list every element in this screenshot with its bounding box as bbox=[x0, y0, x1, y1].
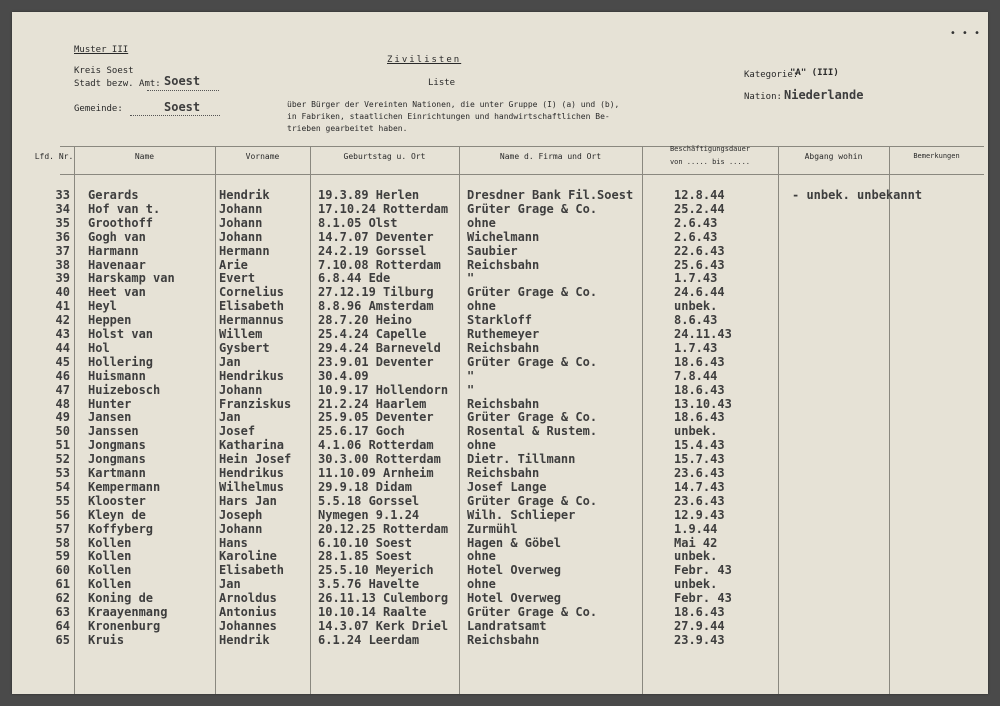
row-firma: Reichsbahn bbox=[467, 632, 540, 647]
row-name: Jongmans bbox=[88, 452, 146, 467]
row-firma: Landratsamt bbox=[467, 618, 547, 633]
row-firma: Ruthemeyer bbox=[467, 327, 540, 341]
row-geburt: 3.5.76 Havelte bbox=[318, 577, 420, 592]
row-firma: Grüter Grage & Co. bbox=[467, 493, 598, 508]
row-vorname: Jan bbox=[219, 354, 241, 369]
kategorie-value: "A" (III) bbox=[790, 68, 839, 78]
table-row bbox=[12, 452, 988, 466]
table-row bbox=[12, 633, 988, 647]
row-name: Hol bbox=[88, 340, 110, 355]
row-geburt: 14.3.07 Kerk Driel bbox=[318, 618, 449, 633]
row-geburt: 29.9.18 Didam bbox=[318, 479, 412, 494]
row-vorname: Johann bbox=[219, 521, 263, 536]
row-name: Jongmans bbox=[88, 438, 146, 453]
row-dauer: 23.6.43 bbox=[674, 493, 725, 508]
table-row bbox=[12, 397, 988, 411]
row-geburt: 28.1.85 Soest bbox=[318, 549, 412, 564]
row-number: 34 bbox=[55, 201, 70, 216]
column-header-vorname: Vorname bbox=[245, 152, 280, 161]
row-vorname: Wilhelmus bbox=[219, 479, 285, 494]
row-geburt: 25.6.17 Goch bbox=[318, 424, 405, 439]
document-title: Zivilisten bbox=[387, 55, 462, 65]
row-number: 46 bbox=[55, 368, 70, 383]
stadt-dotline bbox=[147, 90, 219, 91]
row-geburt: 10.9.17 Hollendorn bbox=[318, 382, 449, 397]
stadt-value: Soest bbox=[164, 74, 201, 88]
row-name: Kollen bbox=[88, 549, 132, 564]
row-name: Huizebosch bbox=[88, 382, 161, 397]
row-number: 45 bbox=[55, 354, 70, 369]
row-number: 36 bbox=[55, 229, 70, 244]
table-row bbox=[12, 188, 988, 202]
row-dauer: 27.9.44 bbox=[674, 618, 725, 633]
table-row bbox=[12, 341, 988, 355]
description-line-1: über Bürger der Vereinten Nationen, die unter Gruppe (I) (a) und (b), bbox=[287, 100, 620, 109]
row-dauer: 1.7.43 bbox=[674, 271, 718, 286]
row-number: 48 bbox=[55, 396, 70, 411]
table-row bbox=[12, 230, 988, 244]
row-geburt: 25.4.24 Capelle bbox=[318, 327, 427, 341]
row-vorname: Johann bbox=[219, 229, 263, 244]
row-number: 58 bbox=[55, 535, 70, 550]
row-name: Hunter bbox=[88, 396, 132, 411]
row-dauer: 25.6.43 bbox=[674, 257, 725, 272]
row-dauer: 15.7.43 bbox=[674, 452, 725, 467]
row-number: 39 bbox=[55, 271, 70, 286]
row-geburt: 8.8.96 Amsterdam bbox=[318, 299, 434, 314]
table-row bbox=[12, 494, 988, 508]
row-vorname: Katharina bbox=[219, 438, 285, 453]
row-vorname: Hars Jan bbox=[219, 493, 277, 508]
table-row bbox=[12, 258, 988, 272]
row-number: 64 bbox=[55, 618, 70, 633]
row-dauer: 18.6.43 bbox=[674, 382, 725, 397]
table-row bbox=[12, 563, 988, 577]
row-firma: Rosental & Rustem. bbox=[467, 424, 598, 439]
table-row bbox=[12, 591, 988, 605]
row-firma: Dietr. Tillmann bbox=[467, 452, 576, 467]
row-vorname: Johannes bbox=[219, 618, 277, 633]
row-firma: ohne bbox=[467, 549, 496, 564]
row-name: Koning de bbox=[88, 591, 154, 606]
column-header-abgang: Abgang wohin bbox=[804, 152, 863, 161]
column-header-name: Name bbox=[134, 152, 155, 161]
row-geburt: 29.4.24 Barneveld bbox=[318, 340, 441, 355]
description-line-2: in Fabriken, staatlichen Einrichtungen und handwirtschaftlichen Be- bbox=[287, 112, 610, 121]
row-name: Huismann bbox=[88, 368, 146, 383]
row-dauer: 24.6.44 bbox=[674, 285, 725, 300]
row-vorname: Hendrik bbox=[219, 632, 270, 647]
row-geburt: 11.10.09 Arnheim bbox=[318, 466, 434, 480]
row-number: 42 bbox=[55, 313, 70, 328]
row-number: 56 bbox=[55, 507, 70, 522]
row-geburt: 20.12.25 Rotterdam bbox=[318, 521, 449, 536]
row-number: 40 bbox=[55, 285, 70, 300]
row-vorname: Hendrik bbox=[219, 188, 270, 202]
table-row bbox=[12, 383, 988, 397]
row-dauer: 13.10.43 bbox=[674, 396, 732, 411]
row-number: 55 bbox=[55, 493, 70, 508]
gemeinde-value: Soest bbox=[164, 100, 201, 114]
row-vorname: Arie bbox=[219, 257, 248, 272]
row-firma: ohne bbox=[467, 577, 496, 592]
row-dauer: 18.6.43 bbox=[674, 605, 725, 619]
row-firma: Wichelmann bbox=[467, 229, 540, 244]
row-number: 38 bbox=[55, 257, 70, 272]
row-geburt: 25.5.10 Meyerich bbox=[318, 563, 434, 578]
row-number: 53 bbox=[55, 466, 70, 480]
row-firma: Hotel Overweg bbox=[467, 563, 561, 578]
row-number: 43 bbox=[55, 327, 70, 341]
row-name: Kraayenmang bbox=[88, 605, 168, 619]
column-header-nr: Lfd. Nr. bbox=[34, 152, 74, 161]
row-name: Koffyberg bbox=[88, 521, 154, 536]
row-name: Klooster bbox=[88, 493, 146, 508]
row-firma: " bbox=[467, 382, 475, 397]
row-number: 54 bbox=[55, 479, 70, 494]
row-geburt: 23.9.01 Deventer bbox=[318, 354, 434, 369]
row-vorname: Hermann bbox=[219, 243, 270, 258]
table-top-rule bbox=[60, 146, 984, 147]
row-geburt: 17.10.24 Rotterdam bbox=[318, 201, 449, 216]
row-firma: Starkloff bbox=[467, 313, 533, 328]
row-dauer: 23.6.43 bbox=[674, 466, 725, 480]
row-dauer: 8.6.43 bbox=[674, 313, 718, 328]
table-row bbox=[12, 410, 988, 424]
column-header-dauer: Beschäftigungsdauer bbox=[669, 145, 751, 153]
row-dauer: 7.8.44 bbox=[674, 368, 718, 383]
row-vorname: Karoline bbox=[219, 549, 277, 564]
table-row bbox=[12, 508, 988, 522]
row-firma: " bbox=[467, 368, 475, 383]
row-name: Kollen bbox=[88, 535, 132, 550]
row-dauer: 2.6.43 bbox=[674, 215, 718, 230]
row-name: Kollen bbox=[88, 577, 132, 592]
row-number: 59 bbox=[55, 549, 70, 564]
row-geburt: 10.10.14 Raalte bbox=[318, 605, 427, 619]
table-row bbox=[12, 536, 988, 550]
row-dauer: 1.9.44 bbox=[674, 521, 718, 536]
row-name: Kronenburg bbox=[88, 618, 161, 633]
row-firma: Dresdner Bank Fil.Soest bbox=[467, 188, 634, 202]
row-firma: Saubier bbox=[467, 243, 518, 258]
kategorie-label: Kategorie: bbox=[744, 70, 799, 80]
row-name: Kruis bbox=[88, 632, 125, 647]
row-name: Harskamp van bbox=[88, 271, 175, 286]
row-dauer: 18.6.43 bbox=[674, 410, 725, 425]
row-firma: Grüter Grage & Co. bbox=[467, 605, 598, 619]
gemeinde-dotline bbox=[130, 115, 220, 116]
row-abgang: - unbek. unbekannt bbox=[792, 188, 923, 202]
row-number: 49 bbox=[55, 410, 70, 425]
row-name: Hof van t. bbox=[88, 201, 161, 216]
row-firma: Reichsbahn bbox=[467, 257, 540, 272]
row-number: 63 bbox=[55, 605, 70, 619]
row-dauer: 15.4.43 bbox=[674, 438, 725, 453]
row-geburt: 6.8.44 Ede bbox=[318, 271, 391, 286]
row-number: 57 bbox=[55, 521, 70, 536]
row-vorname: Franziskus bbox=[219, 396, 292, 411]
row-name: Jansen bbox=[88, 410, 132, 425]
row-dauer: 18.6.43 bbox=[674, 354, 725, 369]
table-row bbox=[12, 369, 988, 383]
table-row bbox=[12, 438, 988, 452]
row-firma: ohne bbox=[467, 215, 496, 230]
row-firma: Hagen & Göbel bbox=[467, 535, 561, 550]
nation-label: Nation: bbox=[744, 92, 782, 102]
row-vorname: Jan bbox=[219, 577, 241, 592]
row-number: 50 bbox=[55, 424, 70, 439]
row-geburt: 8.1.05 Olst bbox=[318, 215, 398, 230]
row-vorname: Hendrikus bbox=[219, 368, 285, 383]
row-vorname: Cornelius bbox=[219, 285, 285, 300]
row-number: 41 bbox=[55, 299, 70, 314]
table-row bbox=[12, 424, 988, 438]
row-vorname: Elisabeth bbox=[219, 299, 285, 314]
table-row bbox=[12, 466, 988, 480]
column-header-firma: Name d. Firma und Ort bbox=[499, 152, 602, 161]
row-dauer: 24.11.43 bbox=[674, 327, 732, 341]
row-dauer: 12.9.43 bbox=[674, 507, 725, 522]
table-row bbox=[12, 355, 988, 369]
document-subtitle: Liste bbox=[428, 78, 456, 88]
row-vorname: Elisabeth bbox=[219, 563, 285, 578]
row-geburt: 30.3.00 Rotterdam bbox=[318, 452, 441, 467]
row-vorname: Jan bbox=[219, 410, 241, 425]
row-name: Heyl bbox=[88, 299, 117, 314]
row-dauer: 14.7.43 bbox=[674, 479, 725, 494]
row-geburt: 26.11.13 Culemborg bbox=[318, 591, 449, 606]
row-dauer: 23.9.43 bbox=[674, 632, 725, 647]
row-geburt: 5.5.18 Gorssel bbox=[318, 493, 420, 508]
table-header-rule bbox=[60, 174, 984, 175]
row-firma: ohne bbox=[467, 299, 496, 314]
row-dauer: unbek. bbox=[674, 299, 718, 314]
row-number: 51 bbox=[55, 438, 70, 453]
row-dauer: Febr. 43 bbox=[674, 563, 732, 578]
row-name: Gerards bbox=[88, 188, 139, 202]
table-row bbox=[12, 271, 988, 285]
row-vorname: Josef bbox=[219, 424, 256, 439]
row-vorname: Johann bbox=[219, 382, 263, 397]
row-dauer: Febr. 43 bbox=[674, 591, 732, 606]
row-number: 47 bbox=[55, 382, 70, 397]
kreis-label: Kreis Soest bbox=[74, 66, 134, 76]
table-row bbox=[12, 327, 988, 341]
row-vorname: Hendrikus bbox=[219, 466, 285, 480]
row-geburt: 6.10.10 Soest bbox=[318, 535, 412, 550]
row-geburt: 28.7.20 Heino bbox=[318, 313, 412, 328]
row-geburt: 30.4.09 bbox=[318, 368, 369, 383]
table-row bbox=[12, 313, 988, 327]
row-vorname: Johann bbox=[219, 215, 263, 230]
row-name: Hollering bbox=[88, 354, 154, 369]
description-line-3: trieben gearbeitet haben. bbox=[287, 124, 408, 133]
row-number: 44 bbox=[55, 340, 70, 355]
row-dauer: 25.2.44 bbox=[674, 201, 725, 216]
row-geburt: 4.1.06 Rotterdam bbox=[318, 438, 434, 453]
row-vorname: Hans bbox=[219, 535, 248, 550]
row-firma: Grüter Grage & Co. bbox=[467, 354, 598, 369]
row-dauer: 22.6.43 bbox=[674, 243, 725, 258]
row-name: Kleyn de bbox=[88, 507, 146, 522]
row-vorname: Arnoldus bbox=[219, 591, 277, 606]
row-name: Kempermann bbox=[88, 479, 161, 494]
gemeinde-label: Gemeinde: bbox=[74, 104, 123, 114]
row-dauer: 12.8.44 bbox=[674, 188, 725, 202]
row-number: 62 bbox=[55, 591, 70, 606]
column-header-geburt: Geburtstag u. Ort bbox=[343, 152, 426, 161]
table-row bbox=[12, 285, 988, 299]
row-firma: Reichsbahn bbox=[467, 396, 540, 411]
row-number: 52 bbox=[55, 452, 70, 467]
column-header-dauer-range: von ..... bis ..... bbox=[669, 158, 751, 166]
row-geburt: 14.7.07 Deventer bbox=[318, 229, 434, 244]
row-dauer: unbek. bbox=[674, 424, 718, 439]
row-vorname: Gysbert bbox=[219, 340, 270, 355]
row-geburt: 24.2.19 Gorssel bbox=[318, 243, 427, 258]
table-row bbox=[12, 202, 988, 216]
row-geburt: 25.9.05 Deventer bbox=[318, 410, 434, 425]
table-row bbox=[12, 577, 988, 591]
row-number: 61 bbox=[55, 577, 70, 592]
row-firma: Grüter Grage & Co. bbox=[467, 201, 598, 216]
form-number: Muster III bbox=[74, 45, 129, 55]
row-name: Groothoff bbox=[88, 215, 154, 230]
table-row bbox=[12, 216, 988, 230]
row-number: 60 bbox=[55, 563, 70, 578]
corner-mark: • • • bbox=[949, 28, 980, 39]
row-vorname: Joseph bbox=[219, 507, 263, 522]
column-header-bemerkungen: Bemerkungen bbox=[913, 152, 960, 160]
row-vorname: Hermannus bbox=[219, 313, 285, 328]
row-number: 35 bbox=[55, 215, 70, 230]
table-row bbox=[12, 480, 988, 494]
row-firma: Grüter Grage & Co. bbox=[467, 285, 598, 300]
row-firma: " bbox=[467, 271, 475, 286]
table-row bbox=[12, 605, 988, 619]
row-geburt: 6.1.24 Leerdam bbox=[318, 632, 420, 647]
row-firma: Reichsbahn bbox=[467, 340, 540, 355]
row-firma: Josef Lange bbox=[467, 479, 547, 494]
row-firma: Zurmühl bbox=[467, 521, 518, 536]
row-geburt: 27.12.19 Tilburg bbox=[318, 285, 434, 300]
table-row bbox=[12, 522, 988, 536]
row-geburt: 21.2.24 Haarlem bbox=[318, 396, 427, 411]
row-number: 33 bbox=[55, 188, 70, 202]
row-number: 37 bbox=[55, 243, 70, 258]
row-firma: Wilh. Schlieper bbox=[467, 507, 576, 522]
table-row bbox=[12, 299, 988, 313]
row-vorname: Antonius bbox=[219, 605, 277, 619]
row-dauer: 2.6.43 bbox=[674, 229, 718, 244]
row-firma: Reichsbahn bbox=[467, 466, 540, 480]
row-name: Holst van bbox=[88, 327, 154, 341]
row-name: Gogh van bbox=[88, 229, 146, 244]
row-name: Harmann bbox=[88, 243, 139, 258]
stadt-label: Stadt bezw. Amt: bbox=[74, 79, 161, 89]
row-dauer: Mai 42 bbox=[674, 535, 718, 550]
row-geburt: Nymegen 9.1.24 bbox=[318, 507, 420, 522]
row-vorname: Willem bbox=[219, 327, 263, 341]
row-name: Kartmann bbox=[88, 466, 146, 480]
row-dauer: unbek. bbox=[674, 577, 718, 592]
row-dauer: 1.7.43 bbox=[674, 340, 718, 355]
row-geburt: 19.3.89 Herlen bbox=[318, 188, 420, 202]
nation-value: Niederlande bbox=[784, 88, 864, 102]
row-name: Janssen bbox=[88, 424, 139, 439]
row-name: Kollen bbox=[88, 563, 132, 578]
row-vorname: Johann bbox=[219, 201, 263, 216]
row-firma: Grüter Grage & Co. bbox=[467, 410, 598, 425]
row-name: Havenaar bbox=[88, 257, 146, 272]
table-row bbox=[12, 619, 988, 633]
row-number: 65 bbox=[55, 632, 70, 647]
row-firma: Hotel Overweg bbox=[467, 591, 561, 606]
row-vorname: Hein Josef bbox=[219, 452, 292, 467]
row-name: Heppen bbox=[88, 313, 132, 328]
document-sheet bbox=[12, 12, 988, 694]
row-vorname: Evert bbox=[219, 271, 256, 286]
row-firma: ohne bbox=[467, 438, 496, 453]
row-name: Heet van bbox=[88, 285, 146, 300]
table-row bbox=[12, 244, 988, 258]
row-geburt: 7.10.08 Rotterdam bbox=[318, 257, 441, 272]
row-dauer: unbek. bbox=[674, 549, 718, 564]
table-row bbox=[12, 549, 988, 563]
